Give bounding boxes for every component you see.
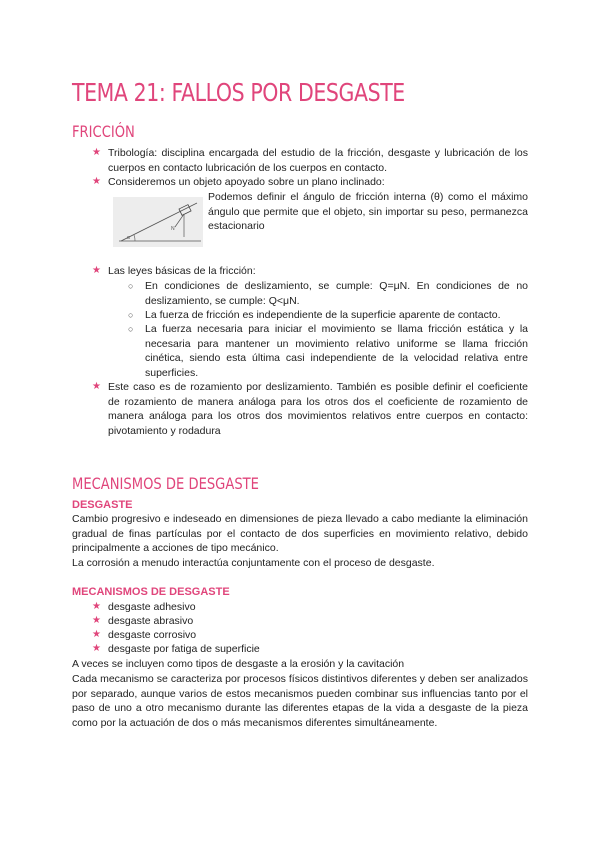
- final-paragraph: Cada mecanismo se caracteriza por procesos físicos distintivos diferentes y deben ser analizados por separado, aunque varios de estos mecanismos pueden combinar sus influencias tanto por el paso de uno a otro mecanismo durante las diferentes etapas de la vida a desgaste de la pieza como por la actuación de dos o más mecanismos diferentes simultáneamente.: [72, 673, 528, 729]
- star-bullet-icon: ★: [92, 615, 101, 626]
- normal-label: N: [171, 226, 175, 232]
- bullet-rozamiento: Este caso es de rozamiento por deslizamiento. También es posible definir el coeficiente de rozamiento de manera análoga para los otros dos el coeficiente de rozamiento de manera análoga para los otros dos movimientos relativos entre cuerpos en contacto: pivotamiento y rodadura: [108, 381, 528, 437]
- figure-description: Podemos definir el ángulo de fricción interna (θ) como el máximo ángulo que permite que el objeto, sin importar su peso, permanezca estacionario: [208, 191, 528, 232]
- star-bullet-icon: ★: [92, 601, 101, 612]
- bullet-tribologia: Tribología: disciplina encargada del estudio de la fricción, desgaste y lubricación de los cuerpos en contacto lubricación de los cuerpos en contacto.: [108, 147, 528, 174]
- star-bullet-icon: ★: [92, 147, 101, 158]
- law-item-3: La fuerza necesaria para iniciar el movimiento se llama fricción estática y la necesaria para mantener un movimiento relativo uniforme se llama fricción cinética, siendo esta última casi independiente de la velocidad relativa entre superficies.: [145, 323, 528, 379]
- corrosion-note: La corrosión a menudo interactúa conjuntamente con el proceso de desgaste.: [72, 557, 435, 569]
- section-heading-friccion: FRICCIÓN: [72, 122, 135, 141]
- mechanism-item: desgaste corrosivo: [108, 629, 197, 641]
- section-heading-mecanismos: MECANISMOS DE DESGASTE: [72, 474, 259, 493]
- law-item-1: En condiciones de deslizamiento, se cumple: Q=μN. En condiciones de no deslizamiento, se cumple: Q<μN.: [145, 280, 528, 307]
- mechanism-item: desgaste abrasivo: [108, 615, 194, 627]
- star-bullet-icon: ★: [92, 265, 101, 276]
- desgaste-definition: Cambio progresivo e indeseado en dimensiones de pieza llevado a cabo mediante la eliminación gradual de finas partículas por el contacto de dos superficies en movimiento relativo, debido principalmente a acciones de tipo mecánico.: [72, 513, 528, 554]
- star-bullet-icon: ★: [92, 643, 101, 654]
- angle-label: α: [127, 235, 130, 241]
- star-bullet-icon: ★: [92, 381, 101, 392]
- inclined-plane-figure: [113, 197, 203, 247]
- circle-bullet-icon: ○: [128, 324, 134, 334]
- mechanism-item: desgaste por fatiga de superficie: [108, 643, 260, 655]
- star-bullet-icon: ★: [92, 629, 101, 640]
- circle-bullet-icon: ○: [128, 310, 134, 320]
- laws-intro: Las leyes básicas de la fricción:: [108, 265, 256, 277]
- bullet-plano-inclinado: Consideremos un objeto apoyado sobre un plano inclinado:: [108, 176, 385, 188]
- mechanism-item: desgaste adhesivo: [108, 601, 196, 613]
- inclined-plane-diagram: [113, 197, 203, 247]
- circle-bullet-icon: ○: [128, 281, 134, 291]
- subheading-mecanismos: MECANISMOS DE DESGASTE: [72, 586, 230, 598]
- erosion-note: A veces se incluyen como tipos de desgaste a la erosión y la cavitación: [72, 658, 405, 670]
- star-bullet-icon: ★: [92, 176, 101, 187]
- page-title: TEMA 21: FALLOS POR DESGASTE: [72, 78, 405, 107]
- subheading-desgaste: DESGASTE: [72, 499, 133, 511]
- law-item-2: La fuerza de fricción es independiente de la superficie aparente de contacto.: [145, 309, 501, 321]
